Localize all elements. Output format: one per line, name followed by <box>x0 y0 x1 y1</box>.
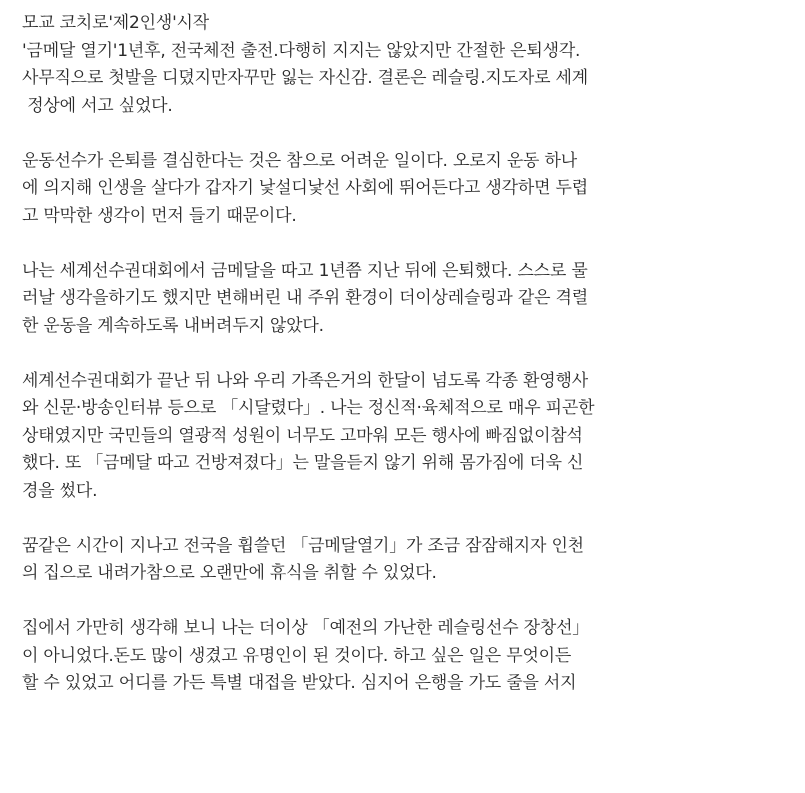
paragraph-line: 경을 썼다. <box>22 480 98 501</box>
headline-line: 정상에 서고 싶었다. <box>22 95 173 116</box>
article-body <box>22 10 792 698</box>
paragraph <box>22 148 792 231</box>
paragraph-line: 할 수 있었고 어디를 가든 특별 대접을 받았다. 심지어 은행을 가도 줄을 서지 <box>22 673 577 693</box>
headline-line: 사무직으로 첫발을 디뎠지만자꾸만 잃는 자신감. 결론은 레슬링.지도자로 세계 <box>22 68 588 88</box>
paragraph-spacer <box>22 340 792 368</box>
paragraph <box>22 258 792 341</box>
paragraph <box>22 533 792 588</box>
paragraph-line: 꿈같은 시간이 지나고 전국을 휩쓸던 「금메달열기」가 조금 잠잠해지자 인천 <box>22 535 584 556</box>
paragraph-line: 이 아니었다.돈도 많이 생겼고 유명인이 된 것이다. 하고 싶은 일은 무엇이든 <box>22 645 572 666</box>
paragraph-line: 상태였지만 국민들의 열광적 성원이 너무도 고마워 모든 행사에 빠짐없이참석 <box>22 425 583 446</box>
paragraph-line: 와 신문·방송인터뷰 등으로 「시달렸다」. 나는 정신적·육체적으로 매우 피곤한 <box>22 398 595 418</box>
paragraph-line: 세계선수권대회가 끝난 뒤 나와 우리 가족은거의 한달이 넘도록 각종 환영행사 <box>22 370 588 391</box>
paragraph <box>22 615 792 698</box>
paragraph-line: 운동선수가 은퇴를 결심한다는 것은 참으로 어려운 일이다. 오로지 운동 하나 <box>22 150 577 171</box>
paragraph-spacer <box>22 120 792 148</box>
paragraph-line: 의 집으로 내려가참으로 오랜만에 휴식을 취할 수 있었다. <box>22 563 437 583</box>
paragraph-line: 나는 세계선수권대회에서 금메달을 따고 1년쯤 지난 뒤에 은퇴했다. 스스로 물 <box>22 260 588 281</box>
headline-line: '금메달 열기'1년후, 전국체전 출전.다행히 지지는 않았지만 간절한 은퇴생각. <box>22 40 581 61</box>
paragraph-line: 집에서 가만히 생각해 보니 나는 더이상 「예전의 가난한 레슬링선수 장창선」 <box>22 618 590 638</box>
article-headline <box>22 10 792 120</box>
paragraph-line: 한 운동을 계속하도록 내버려두지 않았다. <box>22 315 324 336</box>
paragraph-line: 러날 생각을하기도 했지만 변해버린 내 주위 환경이 더이상레슬링과 같은 격렬 <box>22 288 588 308</box>
paragraph-spacer <box>22 505 792 533</box>
headline-line: 모교 코치로'제2인생'시작 <box>22 13 209 33</box>
paragraph-spacer <box>22 588 792 616</box>
paragraph-line: 에 의지해 인생을 살다가 갑자기 낯설디낯선 사회에 뛰어든다고 생각하면 두렵 <box>22 178 588 198</box>
paragraph-line: 했다. 또 「금메달 따고 건방져졌다」는 말을듣지 않기 위해 몸가짐에 더욱 신 <box>22 453 584 473</box>
paragraph <box>22 368 792 506</box>
paragraph-line: 고 막막한 생각이 먼저 들기 때문이다. <box>22 205 297 226</box>
paragraph-spacer <box>22 230 792 258</box>
